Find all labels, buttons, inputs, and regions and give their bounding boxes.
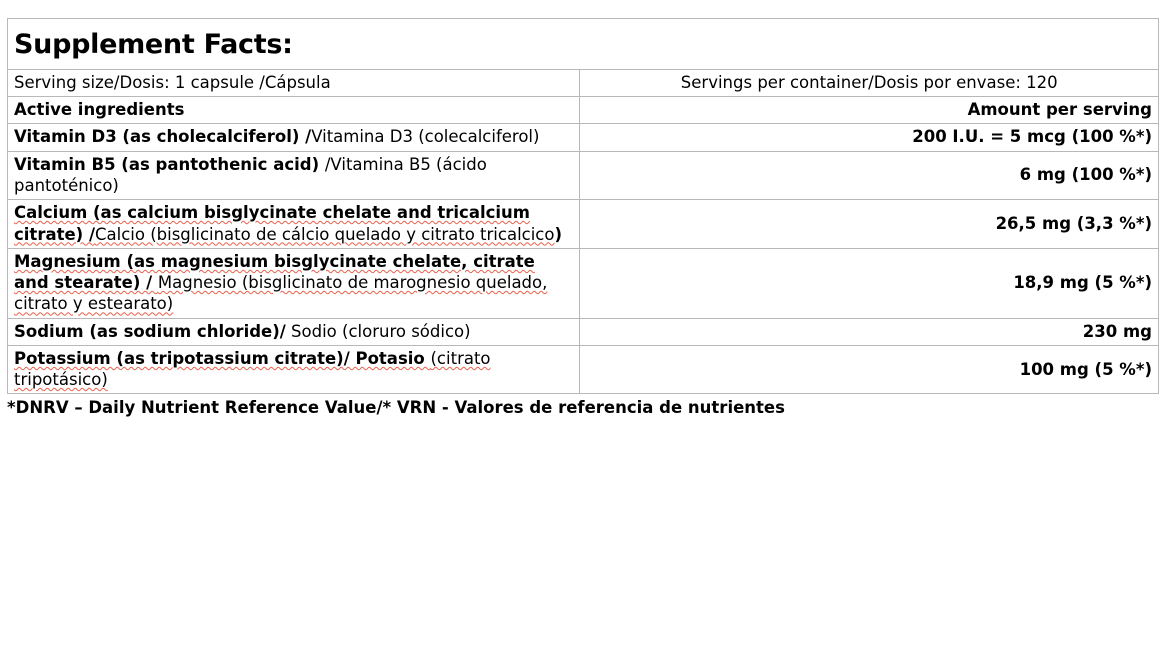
ingredient-name-en: Magnesium (as magnesium bisglycinate chelate, citrate and stearate) / xyxy=(14,251,535,293)
supplement-facts-table xyxy=(7,18,1159,394)
ingredient-name-es: /Vitamina B5 (ácido pantoténico) xyxy=(14,154,487,195)
title-cell xyxy=(8,19,1159,70)
ingredient-amount-cell: 26,5 mg (3,3 %*) xyxy=(580,200,1159,249)
ingredient-name-en: Vitamin D3 (as cholecalciferol) / xyxy=(14,127,312,147)
table-row-title xyxy=(8,19,1159,70)
ingredient-amount-cell: 18,9 mg (5 %*) xyxy=(580,248,1159,318)
column-header-ingredients: Active ingredients xyxy=(8,97,580,124)
table-row xyxy=(8,345,1159,394)
ingredient-name-en: Sodium (as sodium chloride)/ xyxy=(14,321,286,341)
column-header-amount: Amount per serving xyxy=(580,97,1159,124)
serving-size-cell: Serving size/Dosis: 1 capsule /Cápsula xyxy=(8,69,580,96)
table-row xyxy=(8,248,1159,318)
ingredient-name-en: Potassium (as tripotassium citrate)/ Potasio xyxy=(14,348,431,368)
page-title: Supplement Facts: xyxy=(14,29,293,60)
ingredient-name-cell xyxy=(8,200,580,249)
ingredient-name-es: Magnesio (bisglicinato de marognesio quelado, citrato y estearato) xyxy=(14,273,548,314)
table-header-row xyxy=(8,97,1159,124)
table-row xyxy=(8,124,1159,151)
servings-per-container-cell: Servings per container/Dosis por envase: 120 xyxy=(580,69,1159,96)
table-row xyxy=(8,151,1159,200)
ingredient-name-cell xyxy=(8,345,580,394)
ingredient-name-cell xyxy=(8,248,580,318)
ingredient-name-es: Vitamina D3 (colecalciferol) xyxy=(311,127,540,147)
ingredient-name-tail: ) xyxy=(554,224,563,244)
ingredient-name-es: Calcio (bisglicinato de cálcio quelado y citrato tricalcico xyxy=(95,224,555,244)
ingredient-name-en: Vitamin B5 (as pantothenic acid) xyxy=(14,154,325,174)
ingredient-name-es: Sodio (cloruro sódico) xyxy=(285,321,471,341)
page-top-margin xyxy=(0,0,1166,18)
ingredient-name-en: Calcium (as calcium bisglycinate chelate and tricalcium citrate) / xyxy=(14,203,530,244)
table-row xyxy=(8,200,1159,249)
table-row-serving xyxy=(8,69,1159,96)
ingredient-name-es: (citrato tripotásico) xyxy=(14,348,491,390)
ingredient-amount-cell: 230 mg xyxy=(580,318,1159,345)
table-row xyxy=(8,318,1159,345)
ingredient-name-cell xyxy=(8,151,580,200)
ingredient-amount-cell: 200 I.U. = 5 mcg (100 %*) xyxy=(580,124,1159,151)
ingredient-name-cell xyxy=(8,124,580,151)
ingredient-amount-cell: 100 mg (5 %*) xyxy=(580,345,1159,394)
footnote: *DNRV – Daily Nutrient Reference Value/* VRN - Valores de referencia de nutrientes xyxy=(7,398,785,418)
ingredient-name-cell xyxy=(8,318,580,345)
ingredient-amount-cell: 6 mg (100 %*) xyxy=(580,151,1159,200)
